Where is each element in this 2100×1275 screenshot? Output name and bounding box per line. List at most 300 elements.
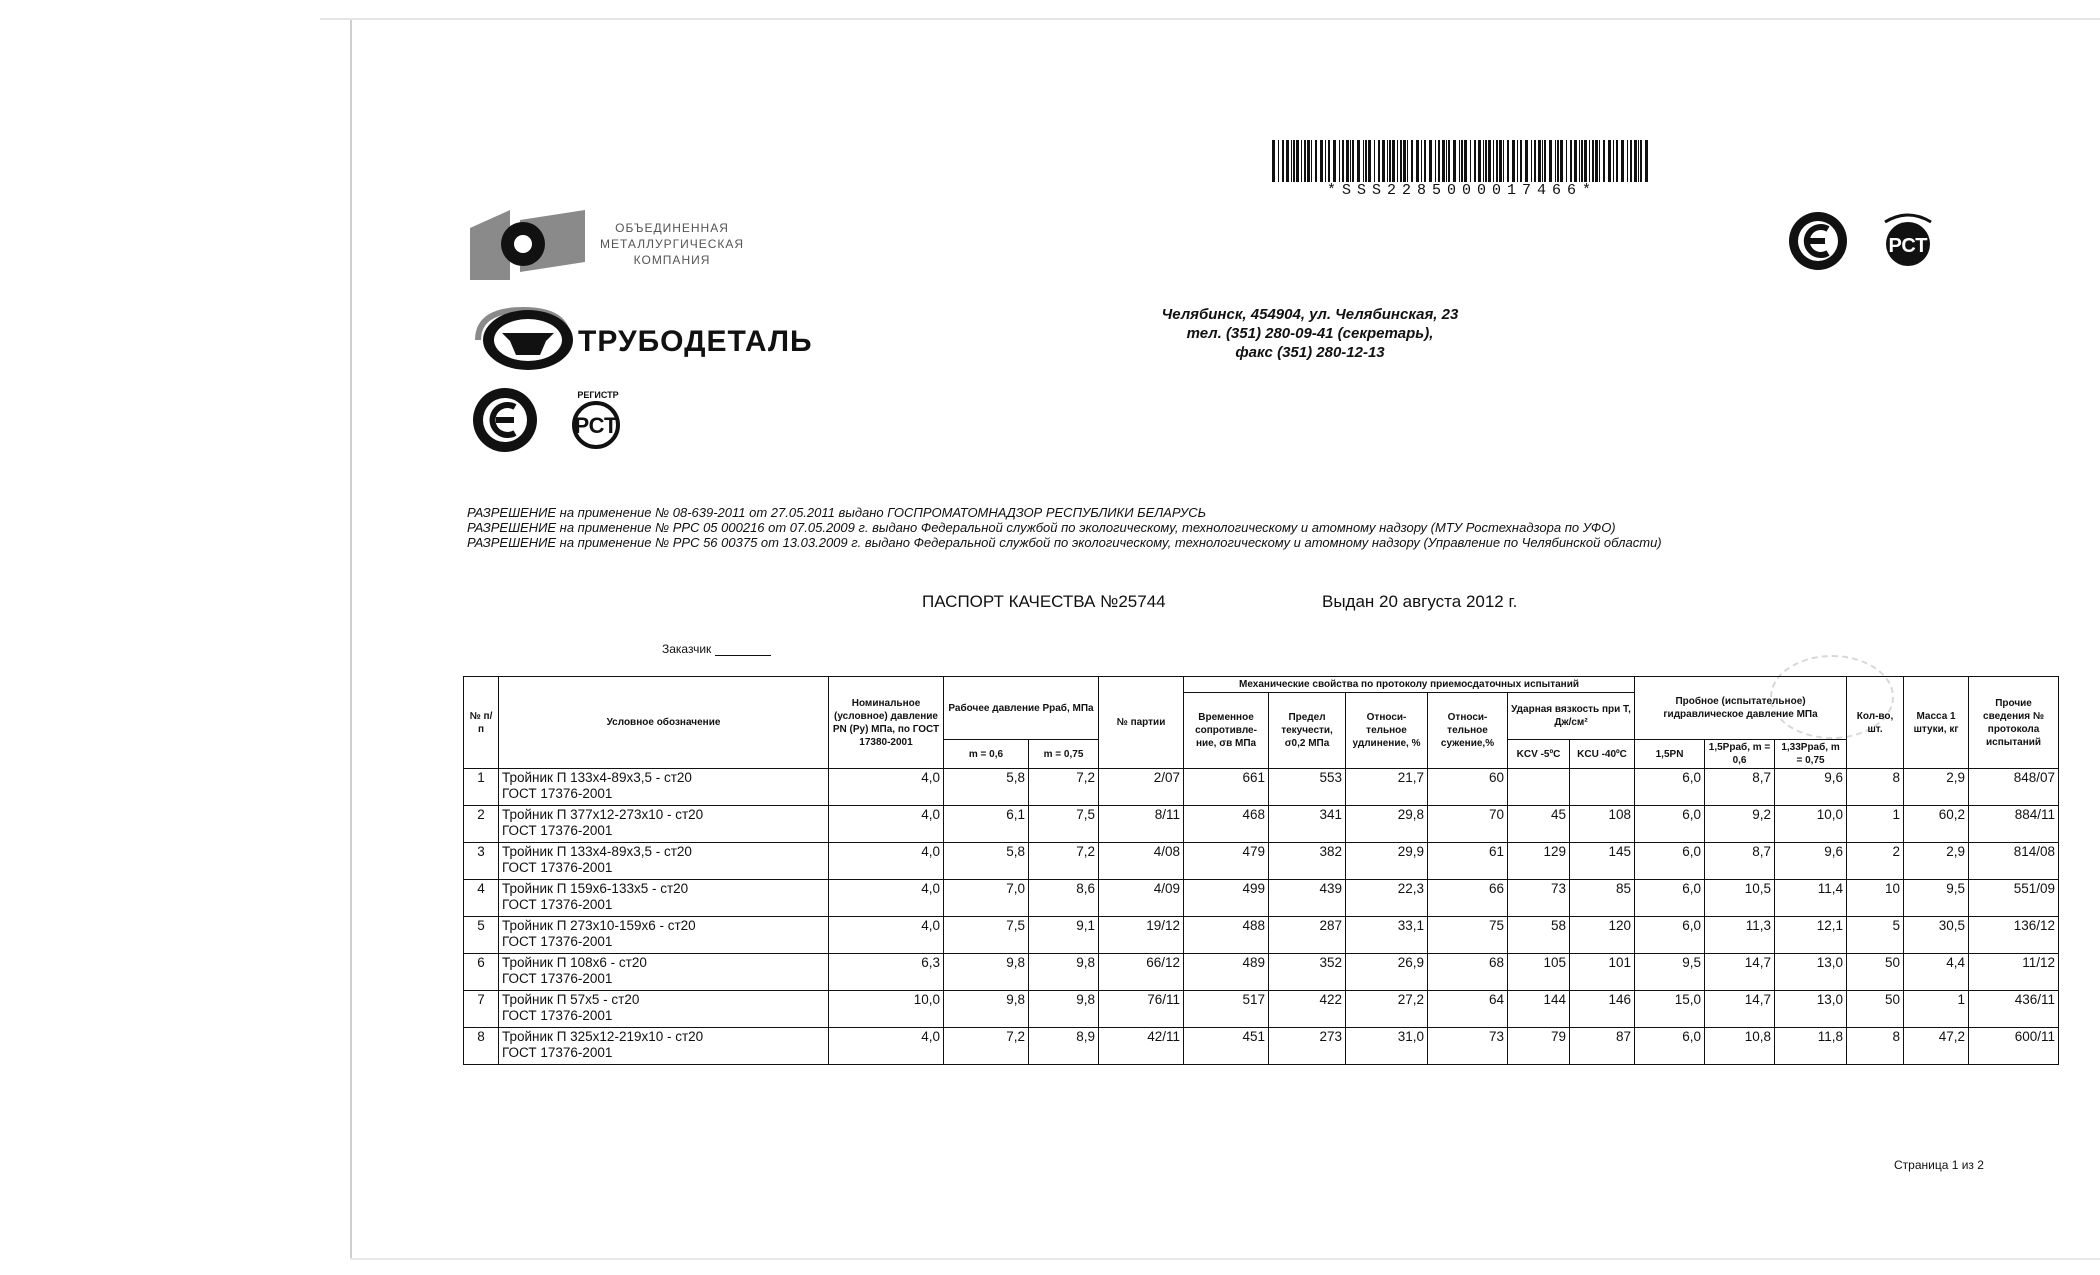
standard-text: ГОСТ 17376-2001 [502, 971, 613, 986]
cell-s02: 287 [1269, 917, 1346, 954]
cell-el: 26,9 [1346, 954, 1428, 991]
table-row [464, 954, 2059, 991]
barcode-bar [1507, 140, 1509, 182]
cell-red: 60 [1428, 769, 1508, 806]
cell-p06: 7,2 [944, 1028, 1029, 1065]
cell-s02: 382 [1269, 843, 1346, 880]
cell-t3: 11,4 [1775, 880, 1847, 917]
cell-batch: 66/12 [1099, 954, 1184, 991]
cell-sv: 451 [1184, 1028, 1269, 1065]
cell-t2: 10,8 [1705, 1028, 1775, 1065]
cell-n: 5 [464, 917, 499, 954]
header-num: № п/п [464, 677, 499, 769]
barcode-bar [1503, 140, 1504, 182]
barcode-bar [1296, 140, 1299, 182]
barcode-bar [1499, 140, 1502, 182]
designation-text: Тройник П 57х5 - ст20 [502, 992, 640, 1007]
barcode-bar [1595, 140, 1598, 182]
barcode-bar [1286, 140, 1289, 182]
barcode-bar [1421, 140, 1422, 182]
barcode-bar [1531, 140, 1532, 182]
cell-mass: 47,2 [1904, 1028, 1969, 1065]
header-mass: Масса 1 штуки, кг [1904, 677, 1969, 769]
barcode-bar [1493, 140, 1494, 182]
barcode-bar [1435, 140, 1436, 182]
barcode-bar [1634, 140, 1637, 182]
cell-prot: 600/11 [1969, 1028, 2059, 1065]
header-working-pressure: Рабочее давление Рраб, МПа [944, 677, 1099, 740]
cell-n: 3 [464, 843, 499, 880]
cell-sv: 499 [1184, 880, 1269, 917]
permit-3: РАЗРЕШЕНИЕ на применение № РРС 56 00375 от 13.03.2009 г. выдано Федеральной службой по экологическому, технологическому и атомному надзору (Управление по Челябинской области) [467, 535, 1662, 550]
cell-t2: 14,7 [1705, 954, 1775, 991]
cell-kcv: 105 [1508, 954, 1570, 991]
cell-batch: 4/08 [1099, 843, 1184, 880]
header-qty: Кол-во, шт. [1847, 677, 1904, 769]
cell-p06: 5,8 [944, 769, 1029, 806]
barcode-bar [1621, 140, 1624, 182]
barcode-bar [1315, 140, 1317, 182]
table-row [464, 1028, 2059, 1065]
cell-p06: 5,8 [944, 843, 1029, 880]
barcode-bar [1627, 140, 1628, 182]
table-row [464, 880, 2059, 917]
barcode-bar [1525, 140, 1528, 182]
cell-n: 2 [464, 806, 499, 843]
standard-text: ГОСТ 17376-2001 [502, 786, 613, 801]
cell-n: 4 [464, 880, 499, 917]
cell-qty: 2 [1847, 843, 1904, 880]
barcode-bar [1470, 140, 1471, 182]
svg-text:РСТ: РСТ [574, 413, 618, 438]
cell-t2: 10,5 [1705, 880, 1775, 917]
cell-s02: 422 [1269, 991, 1346, 1028]
cell-name [499, 880, 829, 917]
page-number: Страница 1 из 2 [1894, 1158, 1984, 1172]
barcode-bar [1365, 140, 1367, 182]
cell-prot: 848/07 [1969, 769, 2059, 806]
cell-name [499, 917, 829, 954]
barcode-bar [1446, 140, 1447, 182]
cell-kcv: 45 [1508, 806, 1570, 843]
barcode-bar [1483, 140, 1484, 182]
designation-text: Тройник П 273х10-159х6 - ст20 [502, 918, 696, 933]
cell-t1: 6,0 [1635, 843, 1705, 880]
svg-text:РСТ: РСТ [1888, 235, 1928, 257]
cell-t1: 9,5 [1635, 954, 1705, 991]
cell-p075: 7,2 [1029, 769, 1099, 806]
cell-s02: 352 [1269, 954, 1346, 991]
cell-prot: 436/11 [1969, 991, 2059, 1028]
cell-red: 73 [1428, 1028, 1508, 1065]
cell-el: 33,1 [1346, 917, 1428, 954]
table-row [464, 991, 2059, 1028]
barcode-bar [1389, 140, 1391, 182]
barcode-bar [1557, 140, 1559, 182]
cell-name [499, 843, 829, 880]
cell-t2: 9,2 [1705, 806, 1775, 843]
barcode-bar [1282, 140, 1284, 182]
company-address [1050, 305, 1570, 362]
barcode-bar [1328, 140, 1330, 182]
barcode-bar [1549, 140, 1552, 182]
barcode-bar [1485, 140, 1487, 182]
address-line-2: тел. (351) 280-09-41 (секретарь), [1186, 325, 1434, 342]
barcode-bar [1442, 140, 1445, 182]
cell-kcu [1570, 769, 1635, 806]
cell-p075: 9,8 [1029, 991, 1099, 1028]
barcode-bar [1453, 140, 1456, 182]
barcode-bar [1599, 140, 1600, 182]
barcode-bar [1581, 140, 1583, 182]
cell-el: 27,2 [1346, 991, 1428, 1028]
barcode-bar [1363, 140, 1364, 182]
standard-text: ГОСТ 17376-2001 [502, 897, 613, 912]
cell-p06: 9,8 [944, 991, 1029, 1028]
cell-kcu: 120 [1570, 917, 1635, 954]
header-yield: Предел текучести, σ0,2 МПа [1269, 693, 1346, 769]
barcode-bar [1429, 140, 1432, 182]
certification-mark-icon [470, 385, 540, 455]
barcode-bar [1301, 140, 1302, 182]
cell-name [499, 954, 829, 991]
cell-p075: 8,9 [1029, 1028, 1099, 1065]
barcode-bar [1411, 140, 1413, 182]
cell-mass: 1 [1904, 991, 1969, 1028]
cell-batch: 76/11 [1099, 991, 1184, 1028]
header-other: Прочие сведения № протокола испытаний [1969, 677, 2059, 769]
cell-qty: 8 [1847, 1028, 1904, 1065]
barcode-bar [1448, 140, 1450, 182]
barcode-bar [1542, 140, 1543, 182]
cell-p06: 7,5 [944, 917, 1029, 954]
cell-batch: 4/09 [1099, 880, 1184, 917]
designation-text: Тройник П 133х4-89х3,5 - ст20 [502, 770, 692, 785]
cell-kcu: 145 [1570, 843, 1635, 880]
cell-t2: 11,3 [1705, 917, 1775, 954]
register-label: РЕГИСТР [577, 390, 619, 400]
barcode-bar [1352, 140, 1354, 182]
barcode-bar [1613, 140, 1614, 182]
barcode-bar [1496, 140, 1498, 182]
cell-t2: 8,7 [1705, 769, 1775, 806]
table-row [464, 843, 2059, 880]
barcode [1272, 140, 1652, 182]
cell-t3: 11,8 [1775, 1028, 1847, 1065]
header-tp-15: 1,5Рраб, m = 0,6 [1705, 740, 1775, 769]
cell-prot: 814/08 [1969, 843, 2059, 880]
designation-text: Тройник П 325х12-219х10 - ст20 [502, 1029, 704, 1044]
cell-t3: 12,1 [1775, 917, 1847, 954]
cell-kcv: 129 [1508, 843, 1570, 880]
barcode-bar [1407, 140, 1408, 182]
barcode-bar [1438, 140, 1440, 182]
cell-qty: 5 [1847, 917, 1904, 954]
table-row [464, 769, 2059, 806]
barcode-bar [1346, 140, 1349, 182]
cell-p06: 6,1 [944, 806, 1029, 843]
cell-sv: 479 [1184, 843, 1269, 880]
barcode-bar [1638, 140, 1639, 182]
header-wp-m075: m = 0,75 [1029, 740, 1099, 769]
barcode-bar [1272, 140, 1275, 182]
cell-prot: 136/12 [1969, 917, 2059, 954]
omk-logo-icon [470, 210, 585, 280]
standard-text: ГОСТ 17376-2001 [502, 860, 613, 875]
barcode-bar [1378, 140, 1380, 182]
cell-n: 7 [464, 991, 499, 1028]
barcode-bar [1592, 140, 1594, 182]
cell-kcu: 87 [1570, 1028, 1635, 1065]
trubodetal-name: ТРУБОДЕТАЛЬ [578, 325, 813, 358]
cell-t3: 9,6 [1775, 843, 1847, 880]
permit-1: РАЗРЕШЕНИЕ на применение № 08-639-2011 от 27.05.2011 выдано ГОСПРОМАТОМНАДЗОР РЕСПУБЛИКИ БЕЛАРУСЬ [467, 505, 1207, 520]
cell-name [499, 1028, 829, 1065]
scan-edge-bottom [350, 1258, 2100, 1260]
header-reduction: Относи-тельное сужение,% [1428, 693, 1508, 769]
barcode-bar [1333, 140, 1336, 182]
omk-line-2: МЕТАЛЛУРГИЧЕСКАЯ [600, 237, 745, 251]
header-elongation: Относи-тельное удлинение, % [1346, 693, 1428, 769]
cell-red: 61 [1428, 843, 1508, 880]
barcode-bar [1382, 140, 1385, 182]
cell-batch: 8/11 [1099, 806, 1184, 843]
designation-text: Тройник П 108х6 - ст20 [502, 955, 647, 970]
cell-kcv: 58 [1508, 917, 1570, 954]
cell-kcu: 85 [1570, 880, 1635, 917]
cell-t3: 13,0 [1775, 991, 1847, 1028]
cell-red: 66 [1428, 880, 1508, 917]
customer-field [662, 642, 771, 656]
cell-t3: 10,0 [1775, 806, 1847, 843]
cell-el: 29,9 [1346, 843, 1428, 880]
barcode-bar [1320, 140, 1323, 182]
barcode-bar [1608, 140, 1611, 182]
cell-n: 1 [464, 769, 499, 806]
barcode-bar [1512, 140, 1515, 182]
cell-mass: 4,4 [1904, 954, 1969, 991]
cell-name [499, 991, 829, 1028]
standard-text: ГОСТ 17376-2001 [502, 1008, 613, 1023]
cell-pn: 4,0 [829, 806, 944, 843]
barcode-bar [1584, 140, 1587, 182]
cell-qty: 50 [1847, 991, 1904, 1028]
cell-sv: 661 [1184, 769, 1269, 806]
header-kcv: KCV -5ºC [1508, 740, 1570, 769]
barcode-bar [1416, 140, 1419, 182]
barcode-bar [1392, 140, 1395, 182]
barcode-bar [1603, 140, 1605, 182]
cell-red: 75 [1428, 917, 1508, 954]
header-wp-m06: m = 0,6 [944, 740, 1029, 769]
table-row [464, 806, 2059, 843]
cell-mass: 2,9 [1904, 843, 1969, 880]
cell-pn: 4,0 [829, 1028, 944, 1065]
cell-sv: 488 [1184, 917, 1269, 954]
cell-el: 31,0 [1346, 1028, 1428, 1065]
omk-line-1: ОБЪЕДИНЕННАЯ [615, 221, 729, 235]
header-tp-15pn: 1,5PN [1635, 740, 1705, 769]
cell-mass: 2,9 [1904, 769, 1969, 806]
barcode-bar [1517, 140, 1518, 182]
header-tensile: Временное сопротивле-ние, σв МПа [1184, 693, 1269, 769]
table-row [464, 917, 2059, 954]
barcode-bar [1645, 140, 1648, 182]
standard-text: ГОСТ 17376-2001 [502, 934, 613, 949]
barcode-bar [1520, 140, 1522, 182]
customer-blank-line [715, 643, 771, 656]
cell-t1: 6,0 [1635, 806, 1705, 843]
address-line-3: факс (351) 280-12-13 [1235, 344, 1385, 361]
barcode-bar [1459, 140, 1460, 182]
omk-company-name [600, 220, 744, 268]
cell-p06: 7,0 [944, 880, 1029, 917]
barcode-bar [1478, 140, 1481, 182]
cell-kcu: 101 [1570, 954, 1635, 991]
cell-p075: 7,5 [1029, 806, 1099, 843]
cell-mass: 30,5 [1904, 917, 1969, 954]
barcode-bar [1307, 140, 1310, 182]
cell-t1: 6,0 [1635, 917, 1705, 954]
permit-2: РАЗРЕШЕНИЕ на применение № РРС 05 000216 от 07.05.2009 г. выдано Федеральной службой по экологическому, технологическому и атомному надзору (МТУ Ростехнадзора по УФО) [467, 520, 1616, 535]
cell-el: 22,3 [1346, 880, 1428, 917]
barcode-bar [1387, 140, 1388, 182]
barcode-bar [1461, 140, 1463, 182]
header-batch: № партии [1099, 677, 1184, 769]
cell-sv: 468 [1184, 806, 1269, 843]
rst-mark-right-icon [1875, 208, 1941, 274]
cell-sv: 489 [1184, 954, 1269, 991]
barcode-bar [1538, 140, 1541, 182]
barcode-bar [1589, 140, 1590, 182]
cell-s02: 553 [1269, 769, 1346, 806]
cell-red: 70 [1428, 806, 1508, 843]
cell-kcu: 108 [1570, 806, 1635, 843]
cell-pn: 10,0 [829, 991, 944, 1028]
cell-kcv [1508, 769, 1570, 806]
cell-t3: 13,0 [1775, 954, 1847, 991]
cell-name [499, 806, 829, 843]
customer-label: Заказчик [662, 642, 712, 656]
cell-name [499, 769, 829, 806]
cell-el: 29,8 [1346, 806, 1428, 843]
cell-prot: 884/11 [1969, 806, 2059, 843]
cell-n: 8 [464, 1028, 499, 1065]
barcode-bar [1488, 140, 1491, 182]
cell-p075: 7,2 [1029, 843, 1099, 880]
header-nominal-pressure: Номинальное (условное) давление PN (Py) МПа, по ГОСТ 17380-2001 [829, 677, 944, 769]
cell-kcv: 144 [1508, 991, 1570, 1028]
barcode-bar [1311, 140, 1312, 182]
barcode-bar [1304, 140, 1306, 182]
barcode-bar [1640, 140, 1642, 182]
register-rst-mark-icon [563, 385, 633, 455]
cell-pn: 6,3 [829, 954, 944, 991]
barcode-bar [1560, 140, 1563, 182]
cell-el: 21,7 [1346, 769, 1428, 806]
cell-qty: 50 [1847, 954, 1904, 991]
scan-edge-top [320, 18, 2100, 20]
header-designation: Условное обозначение [499, 677, 829, 769]
cell-t1: 6,0 [1635, 1028, 1705, 1065]
passport-issue-date: Выдан 20 августа 2012 г. [1322, 592, 1518, 611]
barcode-bar [1342, 140, 1344, 182]
cell-sv: 517 [1184, 991, 1269, 1028]
certification-mark-right-icon [1785, 210, 1851, 272]
cell-kcv: 79 [1508, 1028, 1570, 1065]
omk-line-3: КОМПАНИЯ [633, 253, 711, 267]
standard-text: ГОСТ 17376-2001 [502, 1045, 613, 1060]
barcode-bar [1579, 140, 1580, 182]
header-mech-props: Механические свойства по протоколу приемосдаточных испытаний [1184, 677, 1635, 693]
barcode-bar [1397, 140, 1398, 182]
permits-block [467, 505, 1667, 550]
cell-prot: 11/12 [1969, 954, 2059, 991]
header-impact: Ударная вязкость при Т, Дж/см² [1508, 693, 1635, 740]
cell-pn: 4,0 [829, 769, 944, 806]
trubodetal-logo-icon [468, 305, 578, 375]
cell-kcv: 73 [1508, 880, 1570, 917]
cell-kcu: 146 [1570, 991, 1635, 1028]
cell-n: 6 [464, 954, 499, 991]
cell-qty: 8 [1847, 769, 1904, 806]
cell-t1: 6,0 [1635, 769, 1705, 806]
cell-mass: 60,2 [1904, 806, 1969, 843]
cell-red: 68 [1428, 954, 1508, 991]
cell-batch: 2/07 [1099, 769, 1184, 806]
barcode-bar [1278, 140, 1279, 182]
cell-pn: 4,0 [829, 917, 944, 954]
cell-p06: 9,8 [944, 954, 1029, 991]
cell-p075: 9,1 [1029, 917, 1099, 954]
barcode-bar [1570, 140, 1572, 182]
barcode-bar [1630, 140, 1632, 182]
cell-t2: 8,7 [1705, 843, 1775, 880]
barcode-bar [1325, 140, 1326, 182]
cell-t1: 6,0 [1635, 880, 1705, 917]
barcode-bar [1616, 140, 1618, 182]
designation-text: Тройник П 133х4-89х3,5 - ст20 [502, 844, 692, 859]
barcode-bar [1350, 140, 1351, 182]
barcode-bar [1566, 140, 1567, 182]
designation-text: Тройник П 377х12-273х10 - ст20 [502, 807, 704, 822]
cell-prot: 551/09 [1969, 880, 2059, 917]
cell-qty: 1 [1847, 806, 1904, 843]
barcode-bar [1544, 140, 1546, 182]
cell-qty: 10 [1847, 880, 1904, 917]
cell-s02: 273 [1269, 1028, 1346, 1065]
cell-t1: 15,0 [1635, 991, 1705, 1028]
barcode-bar [1403, 140, 1406, 182]
barcode-bar [1424, 140, 1426, 182]
cell-s02: 439 [1269, 880, 1346, 917]
cell-p075: 9,8 [1029, 954, 1099, 991]
barcode-bar [1293, 140, 1295, 182]
scan-edge-left [350, 20, 352, 1260]
cell-t3: 9,6 [1775, 769, 1847, 806]
header-test-pressure: Пробное (испытательное) гидравлическое давление МПа [1635, 677, 1847, 740]
barcode-bar [1291, 140, 1292, 182]
cell-batch: 42/11 [1099, 1028, 1184, 1065]
header-kcu: KCU -40ºC [1570, 740, 1635, 769]
barcode-bar [1474, 140, 1476, 182]
quality-passport-table [463, 676, 2059, 1065]
designation-text: Тройник П 159х6-133х5 - ст20 [502, 881, 689, 896]
standard-text: ГОСТ 17376-2001 [502, 823, 613, 838]
cell-pn: 4,0 [829, 880, 944, 917]
barcode-text: *SSS2285000017466* [1326, 182, 1598, 199]
barcode-bar [1464, 140, 1467, 182]
